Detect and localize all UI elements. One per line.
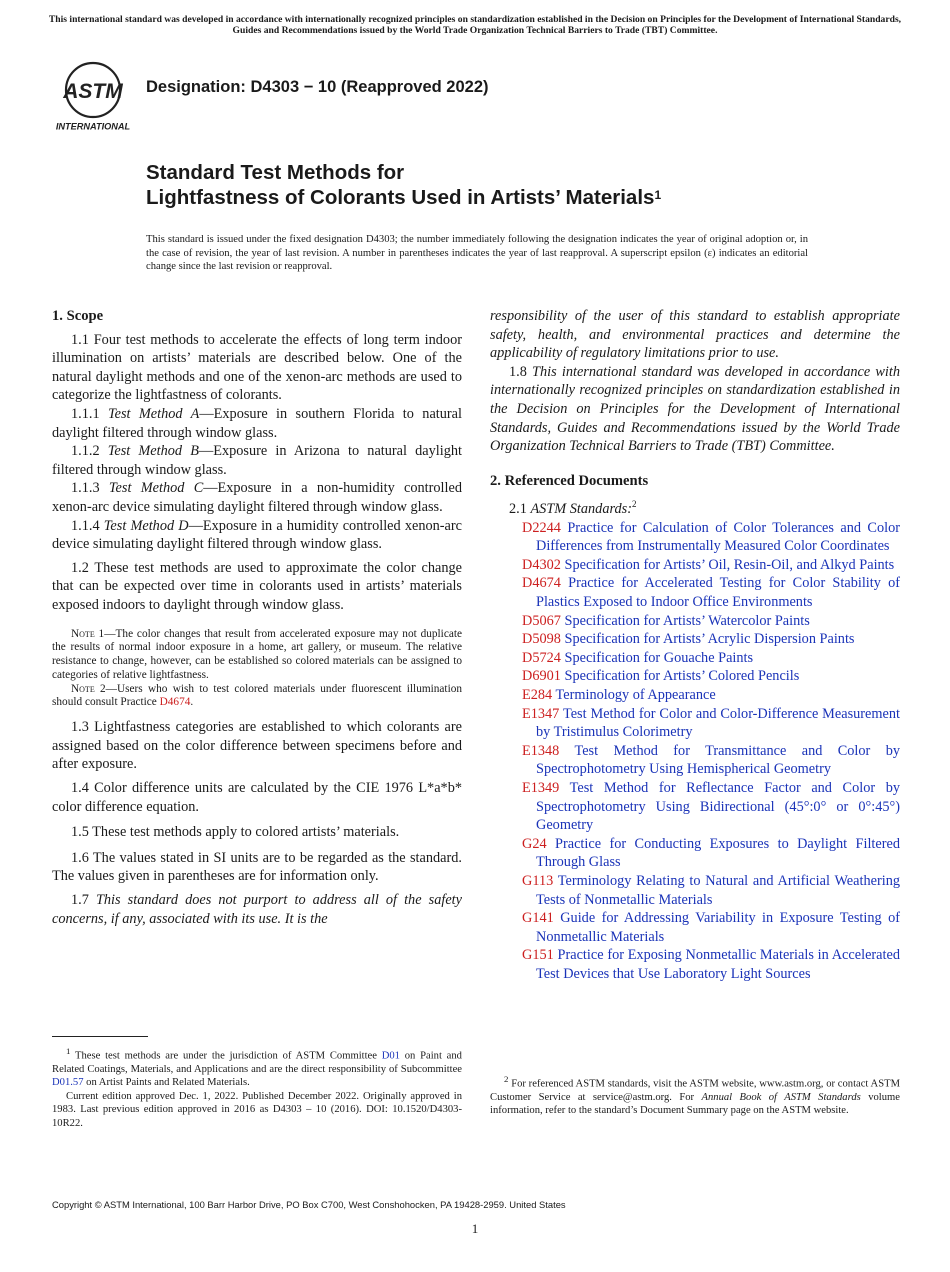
reference-code-link[interactable]: E1349 — [522, 780, 560, 797]
reference-title-link[interactable]: Specification for Gouache Paints — [564, 649, 754, 666]
method-b-num: 1.1.2 — [71, 443, 108, 460]
reference-code-link[interactable]: G151 — [522, 947, 554, 964]
footnote-1-b: on Paint and Related Coatings, Materials, and Applications and are the direct responsibility of Subcommittee — [52, 1050, 462, 1075]
para-1-5: 1.5 These test methods apply to colored artists’ materials. — [71, 824, 400, 841]
para-1-8-text: This international standard was developed in accordance with internationally recognized principles on standardization established in the Decision on Principles for the Development of International Standards, Guides and Recommendations issued by the World Trade Organization Technical Barriers to Trade (TBT) Committee. — [490, 363, 900, 455]
footnote-1-edition: Current edition approved Dec. 1, 2022. Published December 2022. Originally approved in 1983. Last previous edition approved in 2016 as D4303 – 10 (2016). DOI: 10.1520/D4303-10R22. — [52, 1090, 462, 1129]
reference-title-link[interactable]: Guide for Addressing Variability in Exposure Testing of Nonmetallic Materials — [536, 910, 901, 945]
reference-code-link[interactable]: G113 — [522, 872, 554, 889]
reference-code-link[interactable]: G24 — [522, 835, 547, 852]
title-footnote-mark[interactable]: 1 — [654, 188, 662, 202]
designation: Designation: D4303 − 10 (Reapproved 2022) — [146, 78, 489, 96]
para-1-7 — [52, 891, 462, 928]
reference-title-link[interactable]: Specification for Artists’ Colored Pencils — [564, 668, 800, 685]
para-1-8-num: 1.8 — [509, 363, 533, 380]
para-1-1-2 — [52, 442, 462, 479]
reference-title-link[interactable]: Terminology of Appearance — [555, 687, 716, 704]
note-2-label: Note 2 — [71, 682, 106, 695]
para-1-2: 1.2 These test methods are used to approximate the color change that can be expected over time in colorants used in artists’ materials exposed indoors to daylight through window glass. — [52, 559, 462, 613]
reference-title-link[interactable]: Specification for Artists’ Watercolor Paints — [564, 612, 810, 629]
reference-title-link[interactable]: Test Method for Color and Color-Difference Measurement by Tristimulus Colorimetry — [536, 705, 900, 741]
para-1-7-text: This standard does not purport to address all of the safety concerns, if any, associated with its use. It is the — [52, 892, 462, 927]
footnote-2-mark: 2 — [504, 1074, 509, 1084]
note-2 — [52, 683, 462, 711]
para-1-6: 1.6 The values stated in SI units are to be regarded as the standard. The values given in parentheses are for information only. — [52, 849, 462, 885]
footnote-1-a: These test methods are under the jurisdiction of ASTM Committee — [70, 1050, 382, 1062]
para-1-1-3 — [52, 479, 462, 516]
reference-title-link[interactable]: Test Method for Reflectance Factor and Color by Spectrophotometry Using Bidirectional (45°:0° or 0°:45°) Geometry — [536, 780, 900, 834]
subcommittee-d01-57-link[interactable]: D01.57 — [52, 1077, 84, 1089]
method-c-text: —Exposure in a non-humidity controlled xenon-arc device simulating daylight filtered through window glass. — [52, 480, 462, 515]
reference-item — [506, 835, 900, 872]
footnote-1 — [52, 1045, 462, 1130]
issued-under-note: This standard is issued under the fixed designation D4303; the number immediately following the designation indicates the year of original adoption or, in the case of revision, the year of last revision. A number in parentheses indicates the year of last reapproval. A superscript epsilon (ε) indicates an editorial change since the last revision or reapproval. — [146, 234, 808, 273]
reference-item — [506, 667, 900, 686]
left-column — [52, 307, 462, 928]
footnote-2-b: volume information, refer to the standard’s Document Summary page on the ASTM website. — [490, 1091, 900, 1117]
para-1-7-continued — [490, 307, 900, 363]
reference-title-link[interactable]: Practice for Calculation of Color Tolerances and Color Differences from Instrumentally Measured Color Coordinates — [536, 519, 900, 555]
reference-code-link[interactable]: E1347 — [522, 705, 560, 722]
method-d-text: —Exposure in a humidity controlled xenon-arc device simulating daylight filtered through window glass. — [52, 517, 462, 553]
para-1-1-1 — [52, 405, 462, 442]
reference-code-link[interactable]: D5724 — [522, 649, 561, 666]
reference-item — [506, 872, 900, 909]
copyright: Copyright © ASTM International, 100 Barr Harbor Drive, PO Box C700, West Conshohocken, PA 19428-2959. United States — [52, 1199, 566, 1210]
title-line-2-text: Lightfastness of Colorants Used in Artists’ Materials — [146, 186, 655, 209]
scope-heading: 1. Scope — [52, 308, 104, 324]
method-a-num: 1.1.1 — [71, 405, 108, 422]
footnote-2-text — [490, 1073, 900, 1118]
note-2-link[interactable]: D4674 — [159, 696, 191, 709]
reference-item — [506, 705, 900, 742]
logo-text-astm: ASTM — [63, 80, 123, 103]
reference-list — [506, 519, 900, 984]
para-1-8 — [490, 363, 900, 456]
astm-standards-subheading — [490, 495, 900, 518]
reference-code-link[interactable]: D4302 — [522, 556, 561, 573]
reference-title-link[interactable]: Test Method for Transmittance and Color by Spectrophotometry Using Hemispherical Geometry — [536, 742, 900, 778]
page-number: 1 — [471, 1221, 479, 1236]
reference-item — [506, 686, 900, 705]
reference-item — [506, 630, 900, 649]
document-title — [146, 160, 661, 210]
reference-item — [506, 742, 900, 779]
astm-logo-icon — [52, 58, 134, 134]
reference-code-link[interactable]: D6901 — [522, 668, 561, 685]
reference-code-link[interactable]: D5067 — [522, 612, 561, 629]
sub-label: ASTM Standards: — [530, 501, 632, 518]
reference-code-link[interactable]: D5098 — [522, 631, 561, 648]
note-1-label: Note 1 — [71, 627, 105, 640]
footnote-2-a: For referenced ASTM standards, visit the ASTM website, www.astm.org, or contact ASTM Customer Service at service@astm.org. For — [490, 1078, 900, 1103]
sub-num: 2.1 — [509, 501, 531, 518]
reference-code-link[interactable]: G141 — [522, 910, 554, 927]
reference-item — [506, 612, 900, 631]
note-1-text: —The color changes that result from accelerated exposure may not duplicate the results of normal indoor exposure in a home, art gallery, or museum. The relative resistance to change, however, can be established so colored materials can be assigned to categories of relative lightfastness. — [52, 627, 462, 681]
footnote-1-mark: 1 — [66, 1046, 71, 1056]
para-1-4: 1.4 Color difference units are calculated by the CIE 1976 L*a*b* color difference equation. — [52, 780, 462, 815]
right-footnotes — [490, 1073, 900, 1118]
reference-title-link[interactable]: Specification for Artists’ Acrylic Dispersion Paints — [564, 631, 855, 648]
reference-code-link[interactable]: D2244 — [522, 519, 561, 536]
footnote-2 — [490, 1073, 900, 1118]
committee-d01-link[interactable]: D01 — [381, 1050, 400, 1062]
note-1 — [52, 628, 462, 683]
top-notice: This international standard was developed in accordance with internationally recognized principles on standardization established in the Decision on Principles for the Development of International Standards, Guides and Recommendations issued by the World Trade Organization Technical Barriers to Trade (TBT) Committee. — [48, 14, 902, 36]
para-1-7-num: 1.7 — [71, 892, 96, 909]
reference-code-link[interactable]: D4674 — [522, 575, 561, 592]
note-2-text: —Users who wish to test colored materials under fluorescent illumination should consult Practice — [52, 682, 462, 709]
footnote-2-italic: Annual Book of ASTM Standards — [701, 1091, 861, 1103]
reference-item — [506, 649, 900, 668]
para-1-1: 1.1 Four test methods to accelerate the effects of long term indoor illumination on artists’ materials are described below. One of the natural daylight methods and one of the xenon-arc methods are used to categorize the lightfastness of colorants. — [52, 331, 462, 404]
reference-title-link[interactable]: Practice for Exposing Nonmetallic Materials in Accelerated Test Devices that Use Laboratory Light Sources — [536, 947, 900, 982]
title-line-2 — [146, 185, 661, 210]
reference-item — [506, 519, 900, 556]
referenced-documents-heading: 2. Referenced Documents — [490, 472, 649, 489]
reference-title-link[interactable]: Practice for Accelerated Testing for Color Stability of Plastics Exposed to Indoor Office Environments — [536, 575, 901, 611]
right-column — [490, 307, 900, 984]
note-2-end: . — [190, 696, 194, 709]
method-a-text: —Exposure in southern Florida to natural daylight filtered through window glass. — [52, 405, 462, 441]
sub-footnote-mark[interactable]: 2 — [632, 499, 637, 510]
para-1-3: 1.3 Lightfastness categories are established to which colorants are assigned based on the color difference between specimens before and after exposure. — [52, 719, 462, 773]
reference-item — [506, 946, 900, 983]
footnote-rule — [52, 1036, 148, 1037]
reference-title-link[interactable]: Practice for Conducting Exposures to Daylight Filtered Through Glass — [536, 835, 900, 871]
para-1-1-4 — [52, 517, 462, 554]
reference-code-link[interactable]: E284 — [522, 687, 553, 704]
footnote-1-c: on Artist Paints and Related Materials. — [83, 1077, 250, 1089]
footnote-1-text — [52, 1045, 462, 1090]
method-d-num: 1.1.4 — [71, 517, 104, 534]
method-b-text: —Exposure in Arizona to natural daylight filtered through window glass. — [52, 443, 462, 478]
para-1-7-cont-text: responsibility of the user of this standard to establish appropriate safety, health, and environmental practices and determine the applicability of regulatory limitations prior to use. — [490, 308, 900, 362]
method-b-name: Test Method B — [107, 443, 199, 460]
reference-item — [506, 909, 900, 946]
reference-title-link[interactable]: Specification for Artists’ Oil, Resin-Oil, and Alkyd Paints — [564, 556, 895, 573]
reference-item — [506, 556, 900, 575]
reference-item — [506, 779, 900, 835]
reference-item — [506, 574, 900, 611]
reference-title-link[interactable]: Terminology Relating to Natural and Artificial Weathering Tests of Nonmetallic Materials — [536, 872, 900, 908]
reference-code-link[interactable]: E1348 — [522, 742, 560, 759]
method-d-name: Test Method D — [103, 517, 189, 534]
logo-text-international: INTERNATIONAL — [55, 121, 131, 132]
method-a-name: Test Method A — [107, 405, 200, 422]
left-footnotes — [52, 1036, 462, 1130]
method-c-name: Test Method C — [108, 480, 204, 497]
method-c-num: 1.1.3 — [71, 480, 109, 497]
title-line-1: Standard Test Methods for — [146, 161, 405, 184]
